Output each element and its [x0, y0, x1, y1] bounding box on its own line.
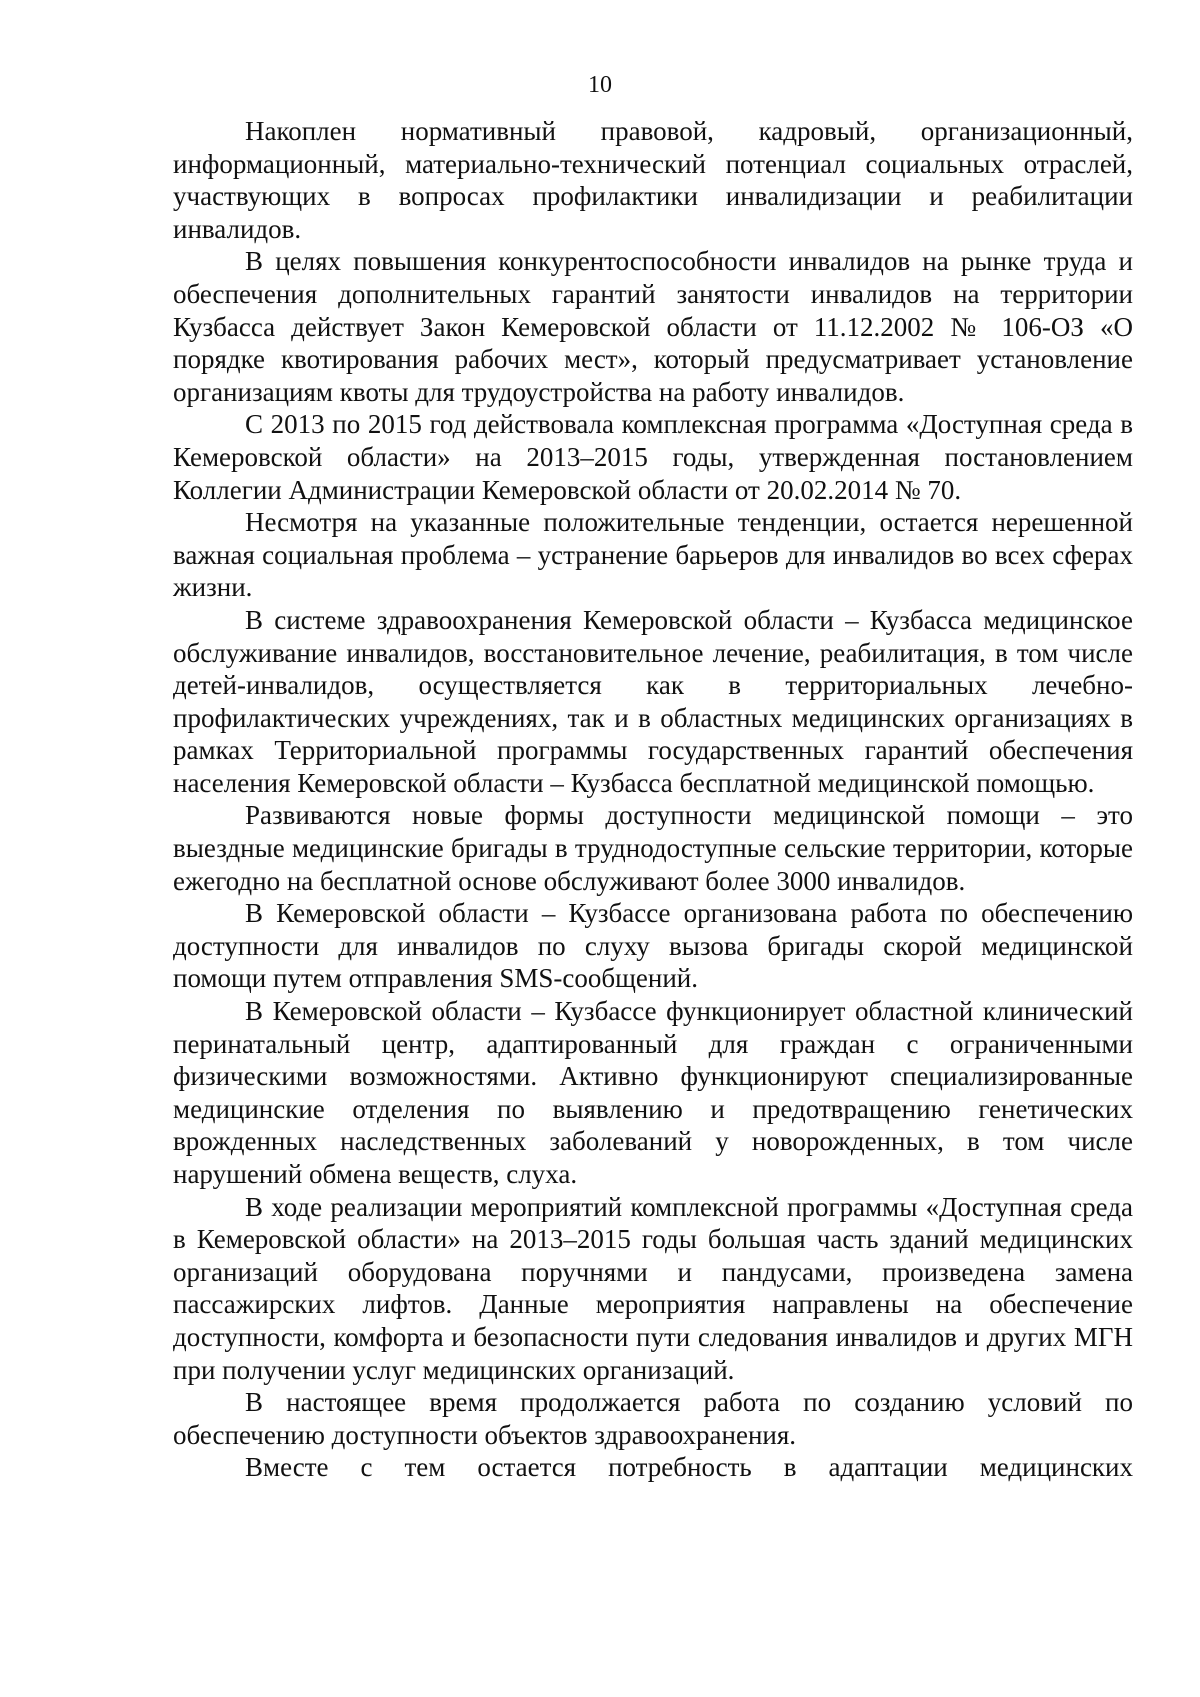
paragraph: С 2013 по 2015 год действовала комплексная программа «Доступная среда в Кемеровской области» на 2013–2015 годы, утвержденная постановлением Коллегии Администрации Кемеровской области от 20.02.2014 № 70. — [173, 409, 1133, 505]
paragraph: В ходе реализации мероприятий комплексной программы «Доступная среда в Кемеровской области» на 2013–2015 годы большая часть зданий медицинских организаций оборудована поручнями и пандусами, произведена замена пассажирских лифтов. Данные мероприятия направлены на обеспечение доступности, комфорта и безопасности пути следования инвалидов и других МГН при получении услуг медицинских организаций. — [173, 1191, 1133, 1385]
paragraph-continued: Вместе с тем остается потребность в адаптации медицинских — [245, 1452, 1133, 1483]
paragraph: В настоящее время продолжается работа по созданию условий по обеспечению доступности объектов здравоохранения. — [173, 1387, 1133, 1450]
paragraph: В Кемеровской области – Кузбассе функционирует областной клинический перинатальный центр, адаптированный для граждан с ограниченными физическими возможностями. Активно функционируют специализированные медицинские отделения по выявлению и предотвращению генетических врожденных наследственных заболеваний у новорожденных, в том числе нарушений обмена веществ, слуха. — [173, 996, 1133, 1189]
paragraph: Развиваются новые формы доступности медицинской помощи – это выездные медицинские бригады в труднодоступные сельские территории, которые ежегодно на бесплатной основе обслуживают более 3000 инвалидов. — [173, 800, 1133, 896]
paragraph: В системе здравоохранения Кемеровской области – Кузбасса медицинское обслуживание инвалидов, восстановительное лечение, реабилитация, в том числе детей-инвалидов, осуществляется как в территориальных лечебно-профилактических учреждениях, так и в областных медицинских организациях в рамках Территориальной программы государственных гарантий обеспечения населения Кемеровской области – Кузбасса бесплатной медицинской помощью. — [173, 604, 1133, 798]
document-body — [173, 115, 1133, 1484]
paragraph: В Кемеровской области – Кузбассе организована работа по обеспечению доступности для инвалидов по слуху вызова бригады скорой медицинской помощи путем отправления SMS-сообщений. — [173, 898, 1133, 994]
paragraph: Несмотря на указанные положительные тенденции, остается нерешенной важная социальная проблема – устранение барьеров для инвалидов во всех сферах жизни. — [173, 507, 1133, 603]
paragraph: Накоплен нормативный правовой, кадровый, организационный, информационный, материально-технический потенциал социальных отраслей, участвующих в вопросах профилактики инвалидизации и реабилитации инвалидов. — [173, 116, 1133, 244]
page-number: 10 — [588, 72, 612, 98]
paragraph: В целях повышения конкурентоспособности инвалидов на рынке труда и обеспечения дополнительных гарантий занятости инвалидов на территории Кузбасса действует Закон Кемеровской области от 11.12.2002 № 106-ОЗ «О порядке квотирования рабочих мест», который предусматривает установление организациям квоты для трудоустройства на работу инвалидов. — [173, 246, 1133, 407]
